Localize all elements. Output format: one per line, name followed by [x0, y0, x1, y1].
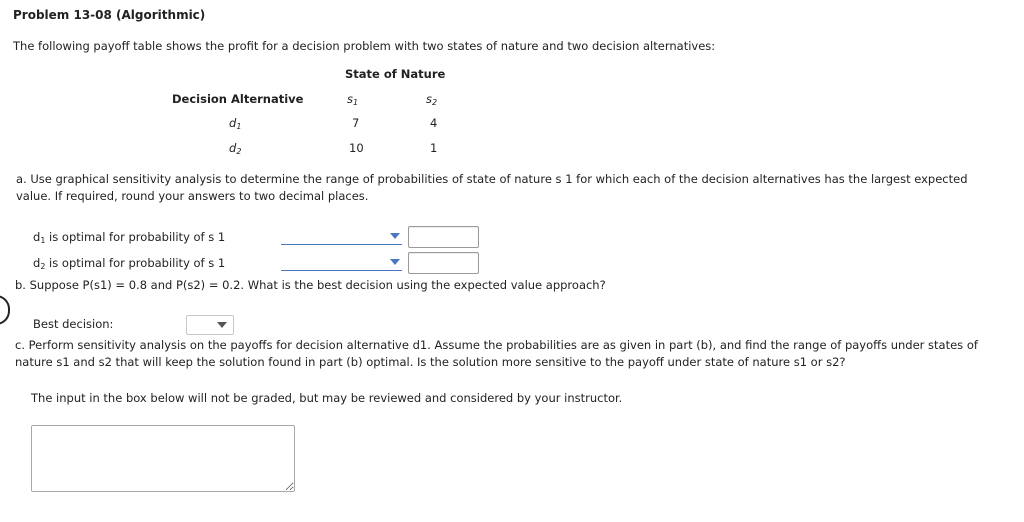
best-decision-select[interactable] — [186, 315, 234, 335]
chevron-down-icon — [390, 233, 400, 239]
state-of-nature-header: State of Nature — [345, 67, 446, 81]
bracket-mark — [0, 295, 10, 325]
d1-probability-input[interactable] — [408, 226, 479, 248]
decision-alternative-header: Decision Alternative — [172, 92, 304, 106]
cell-d1-s2: 4 — [430, 116, 438, 130]
chevron-down-icon — [217, 322, 227, 328]
part-a-text: a. Use graphical sensitivity analysis to determine the range of probabilities of state of nature s 1 for which each of the decision alternatives has the largest expected value. If required, round your answers to two decimal places. — [16, 172, 968, 203]
part-c-text: c. Perform sensitivity analysis on the payoffs for decision alternative d1. Assume the probabilities are as given in part (b), and find the range of payoffs under states of nature s1 and s2 that will keep the solution found in part (b) optimal. Is the solution more sensitive to the payoff under state of nature s1 or s2? — [15, 338, 978, 369]
intro-text: The following payoff table shows the profit for a decision problem with two states of nature and two decision alternatives: — [13, 39, 716, 53]
d1-optimal-label: d1 is optimal for probability of s 1 — [33, 230, 226, 245]
row-d2-label: d2 — [229, 141, 242, 156]
d2-optimal-label: d2 is optimal for probability of s 1 — [33, 256, 226, 271]
d2-probability-input[interactable] — [408, 252, 479, 274]
row-d1-label: d1 — [229, 116, 242, 131]
cell-d1-s1: 7 — [352, 116, 360, 130]
col-s2-header: s2 — [426, 92, 438, 107]
col-s1-header: s1 — [347, 92, 359, 107]
problem-title: Problem 13-08 (Algorithmic) — [13, 8, 206, 22]
chevron-down-icon — [390, 259, 400, 265]
part-b-text: b. Suppose P(s1) = 0.8 and P(s2) = 0.2. What is the best decision using the expected value approach? — [15, 278, 606, 292]
d1-range-select[interactable] — [281, 230, 402, 245]
best-decision-label: Best decision: — [33, 317, 114, 331]
cell-d2-s2: 1 — [430, 141, 438, 155]
ungraded-note: The input in the box below will not be graded, but may be reviewed and considered by your instructor. — [31, 391, 623, 405]
cell-d2-s1: 10 — [349, 141, 364, 155]
d2-range-select[interactable] — [281, 256, 402, 271]
response-textarea[interactable] — [31, 425, 295, 492]
